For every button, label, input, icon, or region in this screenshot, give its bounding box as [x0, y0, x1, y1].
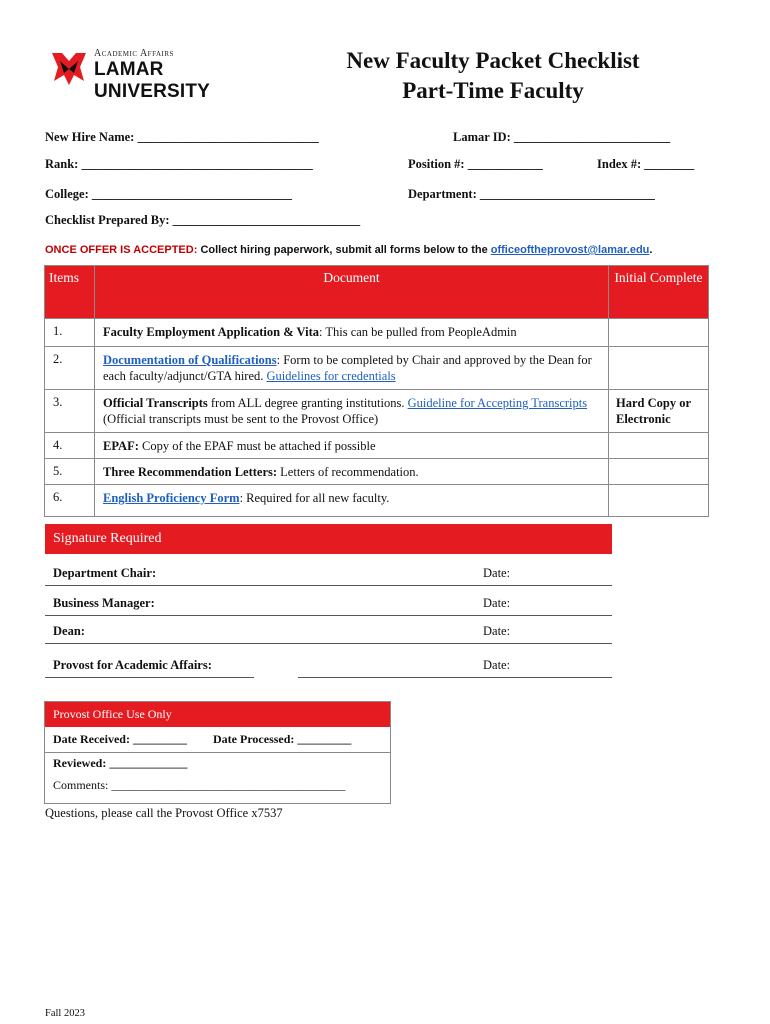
new-hire-name-field[interactable]: New Hire Name: _____________________________ — [45, 130, 319, 144]
transcripts-guideline-link[interactable]: Guideline for Accepting Transcripts — [407, 396, 588, 410]
initial-complete-cell[interactable] — [609, 459, 709, 485]
table-row — [45, 390, 709, 433]
initial-complete-cell[interactable] — [609, 319, 709, 347]
document-desc: from ALL degree granting institutions. — [207, 396, 408, 410]
date-processed-label: Date Processed: _________ — [213, 732, 352, 746]
row-number: 5. — [45, 459, 95, 485]
table-row — [45, 347, 709, 390]
date-label: Date: — [483, 624, 511, 638]
document-desc: Copy of the EPAF must be attached if possible — [138, 439, 376, 453]
signature-row-business-manager[interactable] — [45, 588, 612, 616]
row-number: 2. — [45, 347, 95, 390]
date-line — [475, 677, 612, 678]
document-title: EPAF: — [103, 439, 139, 453]
table-row — [45, 459, 709, 485]
signature-line-gap — [254, 677, 298, 679]
table-row — [45, 433, 709, 459]
row-number: 6. — [45, 485, 95, 517]
initial-complete-cell[interactable] — [609, 433, 709, 459]
document-desc: Letters of recommendation. — [277, 465, 419, 479]
date-line — [475, 643, 612, 644]
date-received-field[interactable] — [53, 732, 187, 747]
notice-text: Collect hiring paperwork, submit all forms below to the — [197, 244, 491, 256]
notice-suffix: . — [649, 244, 653, 256]
initial-complete-cell[interactable]: Hard Copy or Electronic — [609, 390, 709, 433]
document-title: Three Recommendation Letters: — [103, 465, 278, 479]
initial-complete-cell[interactable] — [609, 347, 709, 390]
position-field[interactable]: Position #: ____________ — [408, 157, 543, 171]
document-cell — [95, 347, 609, 390]
document-cell — [95, 485, 609, 517]
checklist-prepared-by-field[interactable]: Checklist Prepared By: ______________________________ — [45, 213, 361, 227]
logo-subtitle: Academic Affairs — [94, 48, 174, 59]
document-desc: : This can be pulled from PeopleAdmin — [318, 325, 517, 339]
row-number: 4. — [45, 433, 95, 459]
signature-label: Department Chair: — [53, 566, 157, 580]
document-cell — [95, 390, 609, 433]
document-desc: : Required for all new faculty. — [239, 491, 390, 505]
page-subtitle: Part-Time Faculty — [402, 78, 584, 103]
provost-office-header: Provost Office Use Only — [45, 702, 390, 727]
guidelines-credentials-link[interactable]: Guidelines for credentials — [266, 369, 396, 383]
english-proficiency-form-link[interactable]: English Proficiency Form — [103, 491, 240, 505]
document-desc: : Form to be completed by Chair and approved by the Dean for each faculty/adjunct/GTA hired. — [103, 353, 592, 383]
signature-label: Business Manager: — [53, 596, 155, 610]
department-field[interactable]: Department: ____________________________ — [408, 187, 655, 201]
reviewed-field[interactable] — [53, 756, 187, 771]
comments-field[interactable]: Comments: _______________________________________ — [53, 778, 346, 792]
items-header: Items — [45, 266, 95, 319]
signature-line — [45, 585, 475, 586]
lamar-id-field[interactable]: Lamar ID: _________________________ — [453, 130, 671, 144]
date-processed-field[interactable] — [213, 732, 351, 747]
documentation-qualifications-link[interactable]: Documentation of Qualifications — [103, 353, 277, 367]
signature-row-department-chair[interactable] — [45, 558, 612, 586]
signature-required-header: Signature Required — [45, 524, 612, 554]
signature-row-provost[interactable] — [45, 650, 612, 678]
initial-complete-header: Initial Complete — [609, 266, 709, 319]
provost-email-link[interactable]: officeoftheprovost@lamar.edu — [490, 244, 650, 256]
date-line — [475, 585, 612, 586]
index-field[interactable]: Index #: ________ — [597, 157, 695, 171]
row-number: 1. — [45, 319, 95, 347]
date-label: Date: — [483, 658, 511, 672]
date-label: Date: — [483, 596, 511, 610]
document-cell — [95, 319, 609, 347]
date-label: Date: — [483, 566, 511, 580]
table-row — [45, 485, 709, 517]
signature-line — [45, 643, 475, 644]
document-title: Official Transcripts — [103, 396, 208, 410]
lamar-university-logo — [50, 44, 280, 102]
footer-term: Fall 2023 — [45, 1008, 85, 1019]
document-desc: (Official transcripts must be sent to the Provost Office) — [103, 412, 379, 426]
initial-complete-cell[interactable] — [609, 485, 709, 517]
logo-title: LAMAR UNIVERSITY — [94, 59, 211, 102]
box-divider — [45, 752, 390, 753]
questions-contact-note: Questions, please call the Provost Office x7537 — [45, 806, 283, 820]
document-title: Faculty Employment Application & Vita — [103, 325, 319, 339]
table-row — [45, 319, 709, 347]
offer-accepted-notice — [45, 244, 652, 256]
provost-office-use-box — [44, 701, 391, 804]
signature-label: Provost for Academic Affairs: — [53, 658, 212, 672]
signature-row-dean[interactable] — [45, 616, 612, 644]
reviewed-label: Reviewed: _____________ — [53, 756, 188, 770]
table-header-row — [45, 266, 709, 319]
document-cell — [95, 433, 609, 459]
notice-prefix: ONCE OFFER IS ACCEPTED: — [45, 244, 198, 256]
rank-field[interactable]: Rank: _____________________________________ — [45, 157, 313, 171]
lamar-logo-icon — [50, 47, 88, 87]
document-cell — [95, 459, 609, 485]
document-header: Document — [95, 266, 609, 319]
date-received-label: Date Received: _________ — [53, 732, 187, 746]
checklist-table — [44, 265, 709, 517]
signature-label: Dean: — [53, 624, 85, 638]
row-number: 3. — [45, 390, 95, 433]
page-title: New Faculty Packet Checklist — [346, 48, 640, 73]
college-field[interactable]: College: ________________________________ — [45, 187, 292, 201]
